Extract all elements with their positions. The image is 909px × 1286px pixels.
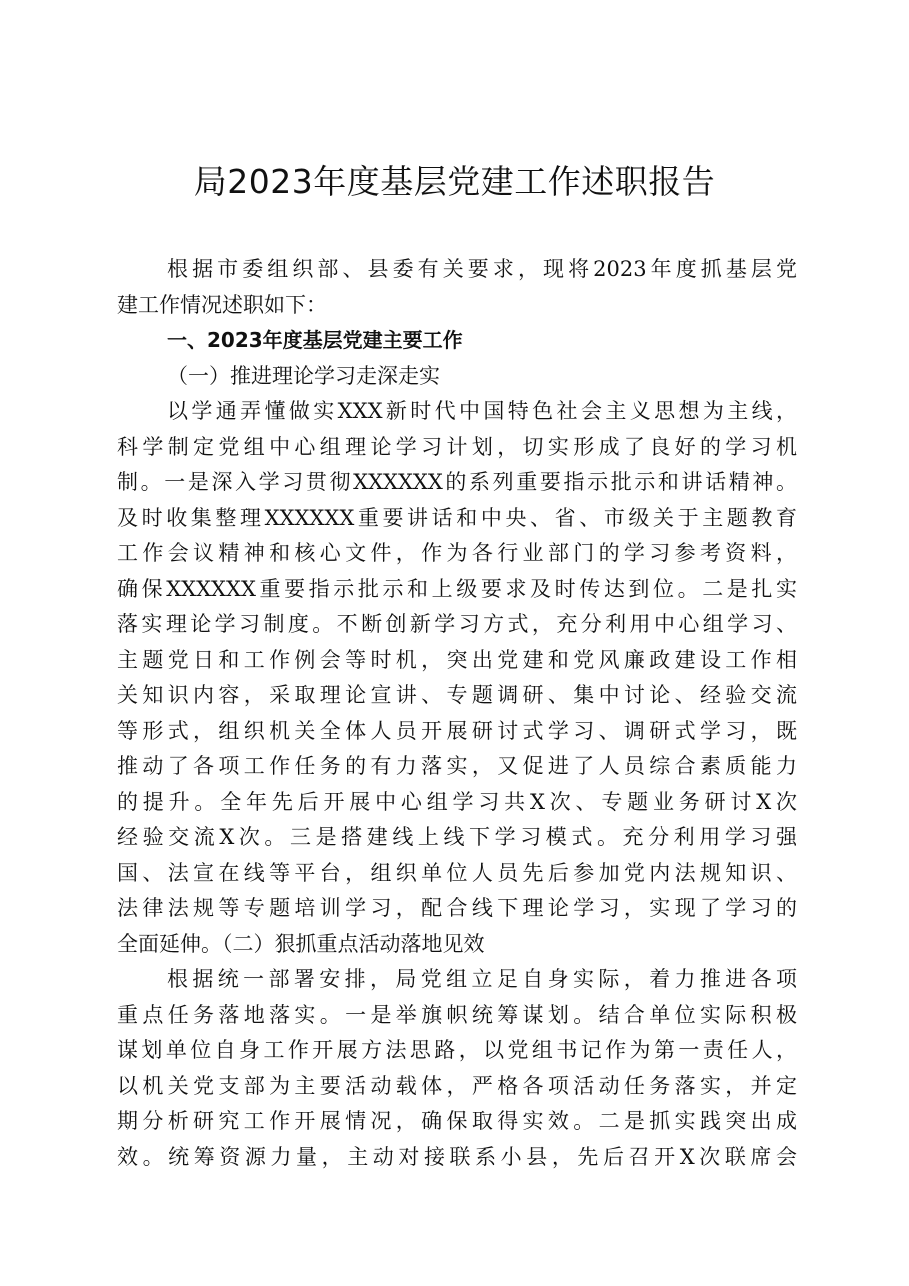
text-line: 建工作情况述职如下：	[117, 292, 327, 317]
document-body	[117, 252, 797, 1175]
text-line: 制。一是深入学习贯彻XXXXXX的系列重要指示批示和讲话精神。	[117, 470, 797, 494]
text-line: 以机关党支部为主要活动载体，严格各项活动任务落实，并定	[117, 1073, 797, 1098]
text-line: 主题党日和工作例会等时机，突出党建和党风廉政建设工作相	[117, 647, 797, 672]
text-line: 落实理论学习制度。不断创新学习方式，充分利用中心组学习、	[117, 612, 797, 636]
text-line: 科学制定党组中心组理论学习计划，切实形成了良好的学习机	[117, 434, 797, 459]
text-line: 期分析研究工作开展情况，确保取得实效。二是抓实践突出成	[117, 1109, 797, 1133]
text-line: 国、法宣在线等平台，组织单位人员先后参加党内法规知识、	[117, 860, 797, 885]
text-line: 重点任务落地落实。一是举旗帜统筹谋划。结合单位实际积极	[117, 1002, 797, 1027]
text-line: 的提升。全年先后开展中心组学习共X次、专题业务研讨X次	[117, 789, 797, 814]
document-title: 局2023年度基层党建工作述职报告	[193, 162, 716, 201]
text-line: 根据市委组织部、县委有关要求，现将2023年度抓基层党	[167, 257, 797, 281]
text-line: 全面延伸。（二）狠抓重点活动落地见效	[117, 931, 485, 956]
text-line: 经验交流X次。三是搭建线上线下学习模式。充分利用学习强	[117, 825, 797, 849]
text-line: 等形式，组织机关全体人员开展研讨式学习、调研式学习，既	[117, 718, 797, 743]
text-line: 关知识内容，采取理论宣讲、专题调研、集中讨论、经验交流	[117, 683, 797, 707]
text-line: 确保XXXXXX重要指示批示和上级要求及时传达到位。二是扎实	[117, 576, 797, 601]
text-line: 以学通弄懂做实XXX新时代中国特色社会主义思想为主线，	[167, 399, 797, 423]
text-line: 效。统筹资源力量，主动对接联系小县，先后召开X次联席会	[117, 1144, 797, 1169]
text-line: 法律法规等专题培训学习，配合线下理论学习，实现了学习的	[117, 896, 797, 920]
text-line: （一）推进理论学习走深走实	[167, 363, 440, 388]
text-line: 工作会议精神和核心文件，作为各行业部门的学习参考资料，	[117, 541, 797, 565]
text-line: 根据统一部署安排，局党组立足自身实际，着力推进各项	[167, 967, 797, 991]
text-line: 一、2023年度基层党建主要工作	[167, 328, 463, 352]
text-line: 谋划单位自身工作开展方法思路，以党组书记作为第一责任人，	[117, 1038, 797, 1062]
text-line: 及时收集整理XXXXXX重要讲话和中央、省、市级关于主题教育	[117, 505, 797, 530]
text-line: 推动了各项工作任务的有力落实，又促进了人员综合素质能力	[117, 754, 797, 778]
